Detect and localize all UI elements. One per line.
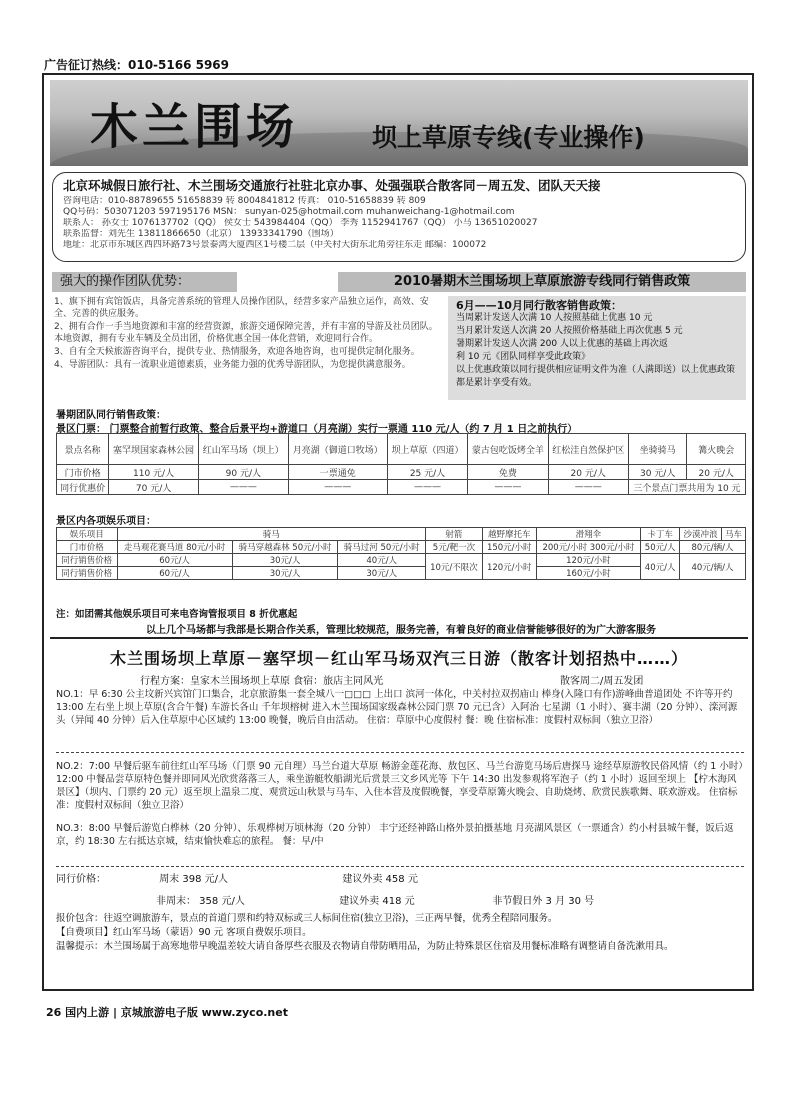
dashed-divider (56, 752, 744, 753)
itinerary-day-2: NO.2：7:00 早餐后驱车前往红山军马场（门票 90 元自理）马兰台道大草原 畅游金莲花海、敖包区、马兰台游览马场后唐探马 途经草原游牧民俗风情（约 1 小时）12:00 中餐品尝草原特色餐并即同风光欣赏落落三人，乘坐游艇牧船湖光后赏景三文乡风光等 下午 14:30 出发参观将军泡子（约 1 小时）返回至坝上 【柠木海风景区】（坝内、门票约 20 元）返至坝上温泉二度、观赏远山秋景与马车、入住本营及度假晚餐，享受草原篝火晚会、自助烧烤、欣赏民族歌舞、联欢游戏。 住宿标准：度假村双标间（独立卫浴） (56, 761, 744, 811)
table-cell: 一票通免 (288, 465, 387, 480)
list-item: 2、拥有合作一手当地资源和丰富的经营资源，旅游交通保障完善，并有丰富的导游及社员团队。本地资源，拥有专业车辆及全员出团，价格优惠全国一体化营销，欢迎同行合作。 (54, 322, 438, 344)
table-cell: 120元/小时 (536, 554, 641, 567)
contact-line: 联系人： 孙女士 1076137702（QQ） 侯女士 543984404（QQ） 李秀 1152941767（QQ） 小马 13651020027 (63, 218, 538, 228)
price-note: 非节假日外 3 月 30 号 (492, 896, 595, 907)
section-divider (50, 637, 748, 639)
table-cell: ——— (198, 480, 288, 495)
table-header: 滑翔伞 (536, 528, 641, 541)
table-cell: ——— (468, 480, 548, 495)
table-cell: 10元/不限次 (425, 554, 482, 580)
table-cell: 40元/人 (641, 554, 680, 580)
entertainment-title: 景区内各项娱乐项目： (56, 516, 156, 527)
entertainment-table (56, 527, 746, 580)
table-header: 景点名称 (57, 434, 109, 465)
table-cell: 5元/靶一次 (425, 541, 482, 554)
price-value: 非周末： 358 元/人 (156, 896, 245, 907)
list-item: 当月累计发送人次满 20 人按照价格基础上再次优惠 5 元 (456, 326, 683, 336)
list-item: 当周累计发送人次满 10 人按照基础上优惠 10 元 (456, 313, 653, 323)
table-cell: ——— (387, 480, 467, 495)
group-policy-title: 暑期团队同行销售政策： (56, 410, 166, 421)
table-cell: 同行优惠价 (57, 480, 109, 495)
table-header: 篝火晚会 (687, 434, 746, 465)
table-cell: 60元/人 (117, 567, 232, 580)
table-header: 红山军马场（坝上） (198, 434, 288, 465)
price-suggested: 建议外卖 458 元 (342, 874, 418, 885)
page-footer: 26 国内上游 | 京城旅游电子版 www.zyco.net (46, 1006, 288, 1019)
table-cell: 同行销售价格 (57, 554, 118, 567)
dashed-divider (56, 866, 744, 867)
contact-line: 地址：北京市东城区西四环路73号景泰鸿大厦西区1号楼二层（中关村大街东北角旁往东走 邮编：100072 (63, 240, 487, 250)
partnership-note: 以上几个马场都与我部是长期合作关系，管理比较规范，服务完善，有着良好的商业信誉能够很好的为广大游客服务 (146, 625, 656, 636)
table-header: 卡丁车 (641, 528, 680, 541)
table-cell: 同行销售价格 (57, 567, 118, 580)
table-cell: 40元/人 (338, 554, 425, 567)
table-cell: 30元/人 (338, 567, 425, 580)
table-header-row (57, 528, 746, 541)
list-item: 【自费项目】红山军马场（蒙语）90 元 客项自费娱乐项目。 (56, 927, 312, 938)
tour-meta (140, 672, 700, 687)
table-row (57, 465, 746, 480)
table-cell: 80元/辆/人 (679, 541, 745, 554)
list-item: 暑期累计发送人次满 200 人以上优惠的基础上再次返 (456, 339, 668, 349)
table-cell: 免费 (468, 465, 548, 480)
policy-title: 6月——10月同行散客销售政策： (456, 299, 622, 312)
table-header: 越野摩托车 (482, 528, 536, 541)
list-item: 4、导游团队：具有一流职业道德素质，业务能力强的优秀导游团队，为您提供满意服务。 (54, 360, 411, 370)
table-cell: ——— (288, 480, 387, 495)
table-cell: 150元/小时 (482, 541, 536, 554)
price-table (56, 433, 746, 495)
table-row (57, 480, 746, 495)
table-cell: 160元/小时 (536, 567, 641, 580)
table-header: 红松洼自然保护区 (548, 434, 628, 465)
entertainment-note: 注：如团需其他娱乐项目可来电咨询管报项目 8 折优惠起 (56, 609, 298, 620)
price-label: 同行价格： (56, 874, 106, 885)
contact-line: 联系监督：刘先生 13811866650（北京） 13933341790（围场） (63, 229, 339, 239)
contact-box (52, 172, 746, 262)
banner-subtitle: 坝上草原专线(专业操作) (372, 123, 645, 152)
price-section (56, 822, 744, 889)
policy-box (448, 296, 746, 400)
table-cell: 30元/人 (232, 567, 338, 580)
contact-line: QQ号码：503071203 597195176 MSN： sunyan-025@hotmail.com muhanweichang-1@hotmail.com (63, 207, 515, 217)
table-header: 射箭 (425, 528, 482, 541)
table-cell: 30元/人 (232, 554, 338, 567)
table-cell: ——— (548, 480, 628, 495)
table-cell: 200元/小时 300元/小时 (536, 541, 641, 554)
itinerary-day-1: NO.1：早 6:30 公主坟新兴宾馆门口集合，北京旅游集一套全城八一□□□ 上出口 滨河一体化，中关村拉双拐庙山 棒身(入隆口有作)游峰曲普道团处 不许等开约 13:00 左右坐上坝上草原(含合午餐) 车游长各山 千年坝榕树 进入木兰围场国家级森林公园门票 70 元已含）入阿治 七星湖（1 小时）、赛丰湖（20 分钟）、滦河源头（异闻 40 分钟）后入住草原中心区域约 13:00 晚餐，晚后自由活动。 住宿：草原中心度假村 餐：晚 住宿标准：度假村双标间（独立卫浴） (56, 689, 738, 726)
table-row (57, 554, 746, 567)
table-row (57, 541, 746, 554)
ad-hotline: 广告征订热线：010-5166 5969 (44, 58, 230, 72)
advantage-heading: 强大的操作团队优势： (52, 272, 237, 292)
table-cell: 110 元/人 (109, 465, 199, 480)
table-header: 坐骑骑马 (628, 434, 687, 465)
table-header-row (57, 434, 746, 465)
table-cell: 90 元/人 (198, 465, 288, 480)
table-cell: 骑马过河 50元/小时 (338, 541, 425, 554)
list-item: 温馨提示：木兰围场属于高寒地带早晚温差较大请自备厚些衣服及衣物请自带防晒用品，为防止特殊景区住宿及用餐标准略有调整请自备洗漱用具。 (56, 941, 674, 952)
table-cell: 120元/小时 (482, 554, 536, 580)
contact-headline: 北京环城假日旅行社、木兰围场交通旅行社驻北京办事、处强强联合散客同－周五发、团队天天接 (63, 178, 601, 193)
tour-title: 木兰围场坝上草原－塞罕坝－红山军马场双汽三日游（散客计划招热中……） (109, 649, 688, 668)
table-cell: 门市价格 (57, 541, 118, 554)
inclusions (56, 912, 744, 954)
table-cell: 25 元/人 (387, 465, 467, 480)
price-value: 周末 398 元/人 (159, 874, 229, 885)
table-cell: 骑马穿越森林 50元/小时 (232, 541, 338, 554)
advantage-list (54, 296, 446, 372)
table-cell: 20 元/人 (548, 465, 628, 480)
list-item: 1、旗下拥有宾馆饭店，具备完善系统的管理人员操作团队，经营多家产品独立运作，高效、安全、完善的供应服务。 (54, 297, 429, 319)
table-cell: 70 元/人 (109, 480, 199, 495)
price-suggested: 建议外卖 418 元 (339, 896, 415, 907)
list-item: 报价包含：往返空调旅游车，景点的首道门票和约特双标或三人标间住宿(独立卫浴)，三正两早餐，优秀全程陪同服务。 (56, 913, 558, 924)
list-item: 利 10 元《团队同样享受此政策》 (456, 352, 591, 362)
table-cell: 30 元/人 (628, 465, 687, 480)
table-cell: 三个景点门票共用为 10 元 (628, 480, 745, 495)
tour-departure: 散客周二/周五发团 (560, 676, 644, 687)
price-row-weekday (156, 892, 746, 907)
price-row-weekend (56, 871, 744, 889)
list-item: 以上优惠政策以同行提供相应证明文件为准（人满即送）以上优惠政策都是累计享受有效。 (456, 365, 736, 388)
table-cell: 走马观花赛马道 80元/小时 (117, 541, 232, 554)
table-header: 蒙古包吃饭烤全羊 (468, 434, 548, 465)
table-header: 娱乐项目 (57, 528, 118, 541)
scenic-ticket-note: 景区门票： 门票整合前暂行政策、整合后景平均+游道口（月亮湖）实行一票通 110 元/人（约 7 月 1 日之前执行） (56, 424, 578, 435)
table-cell: 20 元/人 (687, 465, 746, 480)
table-header: 沙漠冲浪 (679, 528, 721, 541)
contact-line: 咨询电话：010-88789655 51658839 转 8004841812 传真： 010-51658839 转 809 (63, 196, 426, 206)
table-cell: 50元/人 (641, 541, 680, 554)
list-item: 3、自有全天候旅游咨询平台，提供专业、热情服务，欢迎各地咨询，也可提供定制化服务。 (54, 347, 420, 357)
table-cell: 门市价格 (57, 465, 109, 480)
table-header: 塞罕坝国家森林公园 (109, 434, 199, 465)
tour-plan: 行程方案：皇家木兰围场坝上草原 食宿：旅店主同风光 (140, 676, 384, 687)
policy-heading: 2010暑期木兰围场坝上草原旅游专线同行销售政策 (338, 272, 746, 292)
itinerary-day-3: NO.3：8:00 早餐后游览白桦林（20 分钟）、乐观桦树万顷林海（20 分钟） 丰宁还经神路山格外景拍摄基地 月亮湖风景区（一票通含）约小村县城午餐，饭后返京，约 18:30 左右抵达京城，结束愉快难忘的旅程。 餐：早/中 (56, 823, 734, 847)
table-header: 坝上草原（四道） (387, 434, 467, 465)
table-cell: 60元/人 (117, 554, 232, 567)
table-header: 马车 (722, 528, 746, 541)
table-header: 骑马 (117, 528, 425, 541)
banner-title: 木兰围场 (90, 99, 299, 155)
table-header: 月亮湖（御道口牧场） (288, 434, 387, 465)
table-cell: 40元/辆/人 (679, 554, 745, 580)
